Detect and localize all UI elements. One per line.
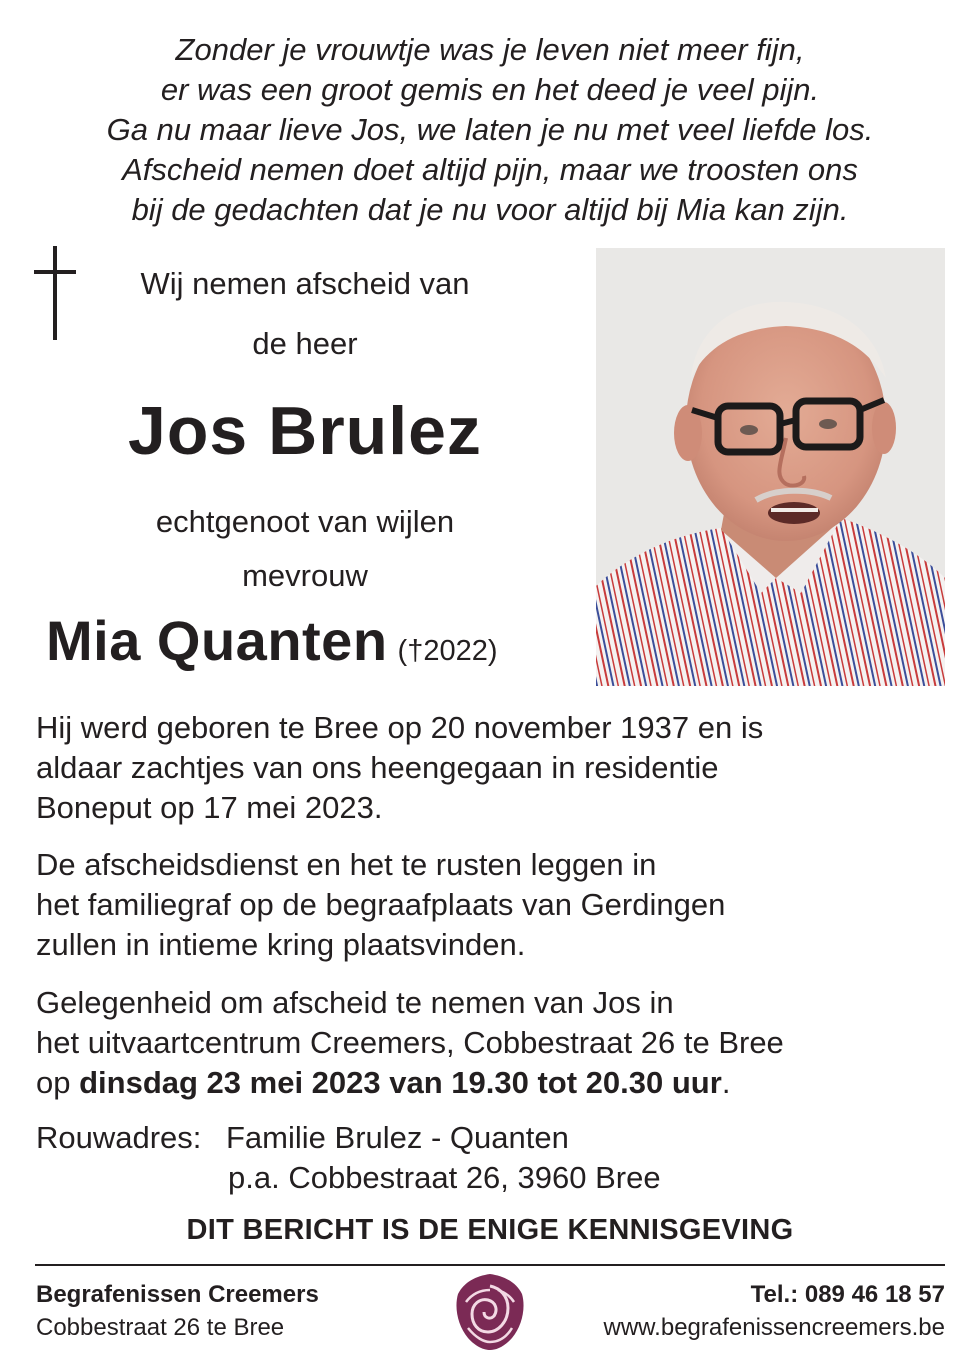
- visitation-paragraph: [36, 983, 956, 1103]
- poem-line: Ga nu maar lieve Jos, we laten je nu met veel liefde los.: [106, 112, 874, 147]
- spouse-title: mevrouw: [242, 558, 368, 593]
- footer-divider: [35, 1264, 945, 1266]
- service-paragraph: [36, 845, 956, 965]
- spouse-name: Mia Quanten: [46, 609, 388, 672]
- footer-contact-block: [604, 1278, 946, 1344]
- spouse-relation: echtgenoot van wijlen: [155, 504, 455, 539]
- poem-line: Afscheid nemen doet altijd pijn, maar we troosten ons: [122, 152, 858, 187]
- footer-company-block: [36, 1278, 319, 1344]
- paragraph-line: [36, 1063, 956, 1103]
- paragraph-line: Gelegenheid om afscheid te nemen van Jos in: [36, 985, 674, 1020]
- portrait-photo: [596, 248, 945, 686]
- mourning-address: [36, 1118, 661, 1198]
- company-street: Cobbestraat 26 te Bree: [36, 1314, 285, 1341]
- company-website[interactable]: www.begrafenissencreemers.be: [603, 1314, 945, 1341]
- paragraph-line: het uitvaartcentrum Creemers, Cobbestraat 26 te Bree: [36, 1025, 784, 1060]
- rose-logo-icon: [454, 1272, 526, 1352]
- visitation-suffix: .: [721, 1065, 731, 1100]
- notice-banner: DIT BERICHT IS DE ENIGE KENNISGEVING: [186, 1214, 794, 1246]
- spouse-line: [46, 608, 498, 673]
- paragraph-line: Hij werd geboren te Bree op 20 november 1937 en is: [36, 710, 764, 745]
- paragraph-line: het familiegraf op de begraafplaats van Gerdingen: [36, 887, 726, 922]
- poem-line: bij de gedachten dat je nu voor altijd bij Mia kan zijn.: [131, 192, 849, 227]
- paragraph-line: De afscheidsdienst en het te rusten leggen in: [36, 847, 657, 882]
- address-street: p.a. Cobbestraat 26, 3960 Bree: [228, 1160, 661, 1195]
- address-name: Familie Brulez - Quanten: [226, 1120, 569, 1155]
- paragraph-line: zullen in intieme kring plaatsvinden.: [36, 927, 526, 962]
- visitation-datetime: dinsdag 23 mei 2023 van 19.30 tot 20.30 uur: [79, 1065, 722, 1100]
- birth-death-paragraph: [36, 708, 956, 828]
- intro-text: Wij nemen afscheid van: [140, 266, 470, 301]
- poem-line: er was een groot gemis en het deed je veel pijn.: [160, 72, 820, 107]
- poem-line: Zonder je vrouwtje was je leven niet meer fijn,: [175, 32, 805, 67]
- spouse-death-year: (†2022): [397, 635, 498, 667]
- address-label: Rouwadres:: [36, 1120, 202, 1155]
- intro-title: de heer: [252, 326, 358, 361]
- company-phone: Tel.: 089 46 18 57: [750, 1281, 945, 1308]
- deceased-name: Jos Brulez: [128, 393, 482, 469]
- visitation-prefix: op: [36, 1065, 80, 1100]
- paragraph-line: Boneput op 17 mei 2023.: [36, 790, 383, 825]
- paragraph-line: aldaar zachtjes van ons heengegaan in residentie: [36, 750, 719, 785]
- opening-poem: [0, 30, 980, 230]
- company-name: Begrafenissen Creemers: [36, 1281, 319, 1308]
